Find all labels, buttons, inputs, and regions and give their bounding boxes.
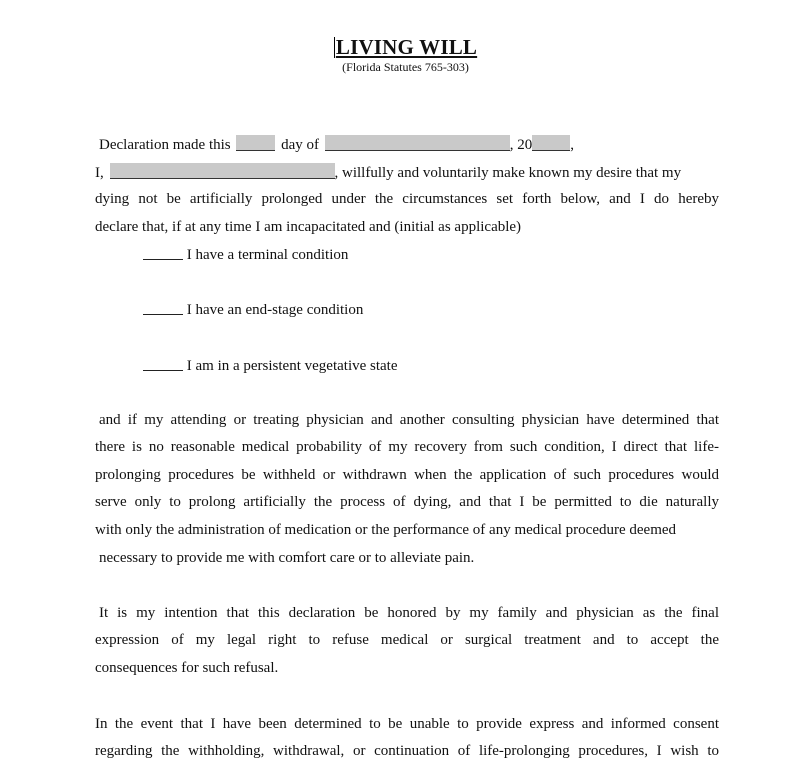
text-cursor (334, 37, 335, 58)
document-title-text: LIVING WILL (335, 35, 478, 59)
option-end-stage-label: I have an end-stage condition (186, 302, 364, 318)
declaration-end: , (570, 137, 575, 153)
day-field[interactable] (236, 135, 275, 151)
year-field[interactable] (532, 135, 570, 151)
declaration-prefix: Declaration made this (99, 137, 231, 153)
body-line-3: dying not be artificially prolonged under the circumstances set forth below, and I do hereby (95, 191, 719, 207)
body-line-4: declare that, if at any time I am incapacitated and (initial as applicable) (95, 219, 522, 235)
title-block (0, 35, 811, 75)
paragraph1-line-2: there is no reasonable medical probability of my recovery from such condition, I direct that life- (95, 439, 719, 455)
option-vegetative-state (143, 356, 398, 375)
option-terminal-label: I have a terminal condition (186, 247, 349, 263)
name-prefix: I, (95, 165, 104, 181)
name-suffix: , willfully and voluntarily make known my desire that my (334, 165, 682, 181)
document-title (334, 35, 477, 60)
paragraph1-line-3: prolonging procedures be withheld or withdrawn when the application of such procedures would (95, 467, 719, 483)
name-line (95, 163, 719, 182)
initial-blank-terminal[interactable] (143, 245, 183, 260)
initial-blank-vegetative[interactable] (143, 356, 183, 371)
option-end-stage-condition (143, 300, 363, 319)
option-vegetative-label: I am in a persistent vegetative state (186, 358, 398, 374)
document-subtitle: (Florida Statutes 765-303) (342, 60, 469, 74)
paragraph1-line-1: and if my attending or treating physician and another consulting physician have determined that (99, 412, 719, 428)
year-prefix: , 20 (509, 137, 533, 153)
option-terminal-condition (143, 245, 348, 264)
day-of-label: day of (281, 137, 320, 153)
initial-blank-end-stage[interactable] (143, 300, 183, 315)
paragraph2-line-2: expression of my legal right to refuse medical or surgical treatment and to accept the (95, 632, 719, 648)
month-field[interactable] (325, 135, 510, 151)
paragraph1-line-6: necessary to provide me with comfort care or to alleviate pain. (99, 550, 475, 566)
paragraph2-line-3: consequences for such refusal. (95, 660, 279, 676)
paragraph2-line-1: It is my intention that this declaration be honored by my family and physician as the final (99, 605, 719, 621)
paragraph3-line-1: In the event that I have been determined to be unable to provide express and informed consent (95, 716, 719, 732)
declaration-line (99, 135, 723, 154)
paragraph1-line-4: serve only to prolong artificially the process of dying, and that I be permitted to die naturally (95, 494, 719, 510)
paragraph3-line-2: regarding the withholding, withdrawal, or continuation of life-prolonging procedures, I wish to (95, 743, 719, 759)
declarant-name-field[interactable] (110, 163, 335, 179)
paragraph1-line-5: with only the administration of medication or the performance of any medical procedure deemed (95, 522, 677, 538)
